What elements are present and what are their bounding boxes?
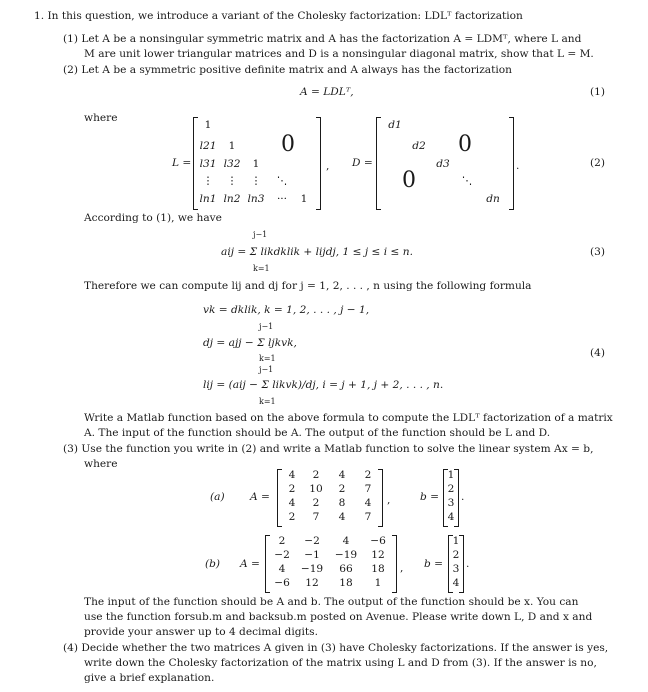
part4-line1: (4) Decide whether the two matrices A given in (3) have Cholesky factorizations. If the answer is yes,	[63, 642, 609, 654]
b-cell: 2	[447, 483, 455, 495]
L-cell: ⋮	[226, 175, 238, 187]
where-label-1: where	[84, 112, 118, 124]
D-matrix	[376, 117, 514, 210]
sum-limit: k=1	[253, 264, 270, 273]
equation-4b: dj = ajj − Σ ljkvk,	[203, 337, 297, 349]
A-cell: 18	[371, 563, 385, 575]
b-vector-a	[443, 469, 459, 527]
equation-4-number: (4)	[590, 347, 606, 359]
b-cell: 2	[452, 549, 460, 561]
D-period: .	[516, 160, 520, 172]
L-cell: ln1	[199, 193, 217, 205]
A-cell: 18	[339, 577, 353, 589]
L-comma: ,	[326, 160, 330, 172]
A-cell: −2	[304, 535, 320, 547]
b-label-a: b =	[420, 491, 440, 503]
D-cell: dn	[486, 193, 500, 205]
equation-4c: lij = (aij − Σ likvk)/dj, i = j + 1, j + 2, . . . , n.	[203, 379, 444, 391]
A-cell: 2	[278, 535, 286, 547]
L-cell: ⋱	[276, 175, 288, 187]
L-cell: l21	[199, 140, 217, 152]
b-cell: 1	[452, 535, 460, 547]
L-cell: l31	[199, 158, 217, 170]
A-cell: 4	[288, 497, 296, 509]
sum-limit: j−1	[253, 230, 268, 239]
period-a: .	[461, 491, 465, 503]
part2-line1: (2) Let A be a symmetric positive definite matrix and A always has the factorization	[63, 64, 512, 76]
L-cell: 1	[252, 158, 260, 170]
question-title: 1. In this question, we introduce a variant of the Cholesky factorization: LDLᵀ factorization	[34, 10, 523, 22]
L-cell: ln2	[223, 193, 241, 205]
b-cell: 4	[447, 511, 455, 523]
part1-line2: M are unit lower triangular matrices and D is a nonsingular diagonal matrix, show that L = M.	[84, 48, 594, 60]
b-cell: 1	[447, 469, 455, 481]
equation-4a: vk = dklik, k = 1, 2, . . . , j − 1,	[203, 304, 370, 316]
A-cell: 2	[312, 497, 320, 509]
part1-line1: (1) Let A be a nonsingular symmetric matrix and A has the factorization A = LDMᵀ, where L and	[63, 33, 582, 45]
A-cell: 4	[364, 497, 372, 509]
L-cell: 1	[228, 140, 236, 152]
A-cell: 2	[312, 469, 320, 481]
L-cell: ⋮	[250, 175, 262, 187]
A-cell: −19	[300, 563, 324, 575]
D-zero-lower: 0	[402, 168, 416, 193]
L-cell: 1	[300, 193, 308, 205]
D-label: D =	[352, 157, 373, 169]
L-label: L =	[172, 157, 192, 169]
input-line2: use the function forsub.m and backsub.m posted on Avenue. Please write down L, D and x and	[84, 611, 593, 623]
A-cell: 7	[364, 483, 372, 495]
A-cell: 7	[312, 511, 320, 523]
L-cell: 1	[204, 119, 212, 131]
case-a-label: (a)	[210, 491, 225, 503]
L-matrix	[193, 117, 321, 210]
sum-limit: j−1	[259, 365, 274, 374]
part3-line1: (3) Use the function you write in (2) and write a Matlab function to solve the linear system Ax = b,	[63, 443, 594, 455]
therefore-text: Therefore we can compute lij and dj for j = 1, 2, . . . , n using the following formula	[84, 280, 532, 292]
equation-3-number: (3)	[590, 246, 606, 258]
A-cell: 4	[342, 535, 350, 547]
D-cell: d1	[388, 119, 402, 131]
A-matrix-b	[265, 535, 397, 593]
A-cell: 2	[288, 511, 296, 523]
A-cell: 4	[288, 469, 296, 481]
A-cell: −6	[274, 577, 290, 589]
L-cell: l32	[223, 158, 241, 170]
L-zero: 0	[281, 132, 295, 157]
A-cell: 2	[288, 483, 296, 495]
A-label-b: A =	[240, 558, 260, 570]
equation-1-number: (1)	[590, 86, 606, 98]
A-label-a: A =	[250, 491, 270, 503]
A-cell: 2	[338, 483, 346, 495]
b-cell: 3	[452, 563, 460, 575]
A-cell: 12	[371, 549, 385, 561]
D-cell: ⋱	[461, 175, 473, 187]
L-cell: ···	[276, 193, 288, 205]
A-cell: −19	[334, 549, 358, 561]
equation-1: A = LDLᵀ,	[300, 86, 354, 98]
D-zero-upper: 0	[458, 132, 472, 157]
period-b: .	[466, 558, 470, 570]
b-cell: 4	[452, 577, 460, 589]
A-cell: 4	[278, 563, 286, 575]
A-cell: 4	[338, 511, 346, 523]
A-cell: −6	[370, 535, 386, 547]
input-line1: The input of the function should be A and b. The output of the function should be x. You can	[84, 596, 579, 608]
b-cell: 3	[447, 497, 455, 509]
sum-limit: k=1	[259, 397, 276, 406]
D-cell: d2	[412, 140, 426, 152]
comma-b: ,	[400, 562, 404, 574]
A-cell: 8	[338, 497, 346, 509]
A-cell: 7	[364, 511, 372, 523]
b-vector-b	[448, 535, 464, 593]
part4-line2: write down the Cholesky factorization of the matrix using L and D from (3). If the answer is no,	[84, 657, 597, 669]
D-cell: d3	[436, 158, 450, 170]
sum-limit: k=1	[259, 354, 276, 363]
A-cell: 66	[339, 563, 353, 575]
A-cell: 4	[338, 469, 346, 481]
A-cell: −1	[304, 549, 320, 561]
A-cell: 1	[374, 577, 382, 589]
equation-2-number: (2)	[590, 157, 606, 169]
write-matlab-line1: Write a Matlab function based on the above formula to compute the LDLᵀ factorization of a matrix	[84, 412, 613, 424]
input-line3: provide your answer up to 4 decimal digits.	[84, 626, 318, 638]
A-matrix-a	[277, 469, 383, 527]
part3-line2: where	[84, 458, 118, 470]
comma-a: ,	[387, 494, 391, 506]
A-cell: −2	[274, 549, 290, 561]
b-label-b: b =	[424, 558, 444, 570]
A-cell: 10	[309, 483, 323, 495]
sum-limit: j−1	[259, 322, 274, 331]
L-cell: ln3	[247, 193, 265, 205]
according-text: According to (1), we have	[84, 212, 222, 224]
case-b-label: (b)	[205, 558, 221, 570]
L-cell: ⋮	[202, 175, 214, 187]
A-cell: 2	[364, 469, 372, 481]
equation-3: aij = Σ likdklik + lijdj, 1 ≤ j ≤ i ≤ n.	[221, 246, 413, 258]
part4-line3: give a brief explanation.	[84, 672, 215, 684]
A-cell: 12	[305, 577, 319, 589]
write-matlab-line2: A. The input of the function should be A. The output of the function should be L and D.	[84, 427, 551, 439]
